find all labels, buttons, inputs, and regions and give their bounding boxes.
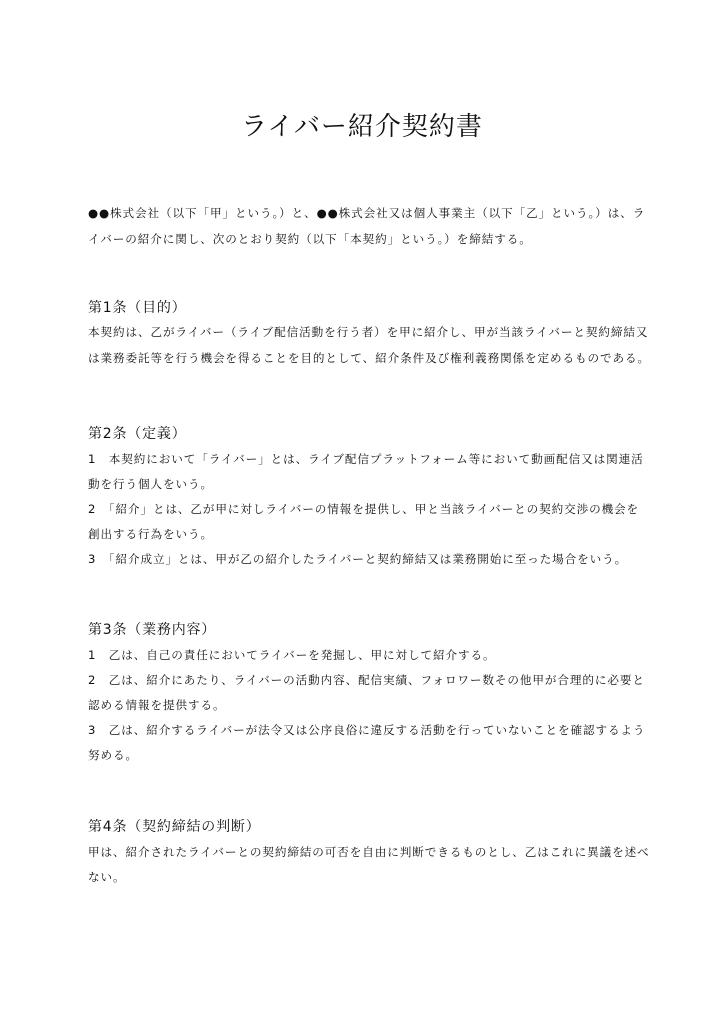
article-2-line: 創出する行為をいう。 [88,527,213,541]
article-2-line: 動を行う個人をいう。 [88,477,213,491]
article-3-line: 1 乙は、自己の責任においてライバーを発掘し、甲に対して紹介する。 [88,648,496,662]
article-2-line: 3 「紹介成立」とは、甲が乙の紹介したライバーと契約締結又は業務開始に至った場合をいう。 [88,552,628,566]
article-2-line: 1 本契約において「ライバー」とは、ライブ配信プラットフォーム等において動画配信又は関連活 [88,452,644,466]
article-3-heading: 第3条（業務内容） [88,622,217,638]
article-3-line: 認める情報を提供する。 [88,698,226,712]
article-1-heading: 第1条（目的） [88,300,187,316]
article-2-line: 2 「紹介」とは、乙が甲に対しライバーの情報を提供し、甲と当該ライバーとの契約交渉の機会を [88,502,640,516]
preamble-line: ●●株式会社（以下「甲」という。）と、●●株式会社又は個人事業主（以下「乙」という。）は、ラ [88,206,646,220]
article-1-line: は業務委託等を行う機会を得ることを目的として、紹介条件及び権利義務関係を定めるものである。 [88,351,650,365]
article-2-heading: 第2条（定義） [88,426,187,442]
article-3-line: 努める。 [88,748,138,762]
article-1-line: 本契約は、乙がライバー（ライブ配信活動を行う者）を甲に紹介し、甲が当該ライバーと契約締結又 [88,325,649,339]
document-title: ライバー紹介契約書 [241,112,483,142]
article-3-line: 3 乙は、紹介するライバーが法令又は公序良俗に違反する活動を行っていないことを確認するよう [88,723,646,737]
preamble-line: イバーの紹介に関し、次のとおり契約（以下「本契約」という。）を締結する。 [88,232,532,246]
article-4-line: 甲は、紹介されたライバーとの契約締結の可否を自由に判断できるものとし、乙はこれに異議を述べ [88,845,650,859]
article-4-line: ない。 [88,870,126,884]
article-3-line: 2 乙は、紹介にあたり、ライバーの活動内容、配信実績、フォロワー数その他甲が合理的に必要と [88,673,645,687]
article-4-heading: 第4条（契約締結の判断） [88,819,261,835]
